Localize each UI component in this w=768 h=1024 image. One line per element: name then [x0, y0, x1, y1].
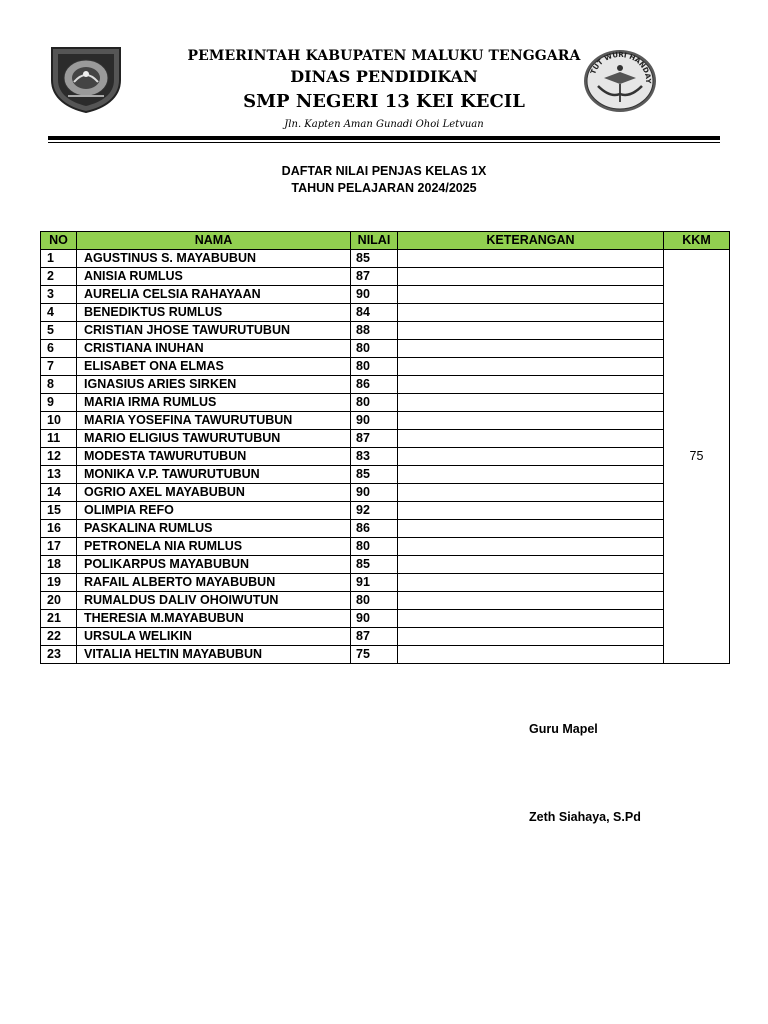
student-grade: 83	[351, 448, 398, 466]
row-number: 19	[41, 574, 77, 592]
student-name: PETRONELA NIA RUMLUS	[77, 538, 351, 556]
row-number: 16	[41, 520, 77, 538]
table-row	[41, 340, 730, 358]
student-grade: 80	[351, 592, 398, 610]
student-name: AURELIA CELSIA RAHAYAAN	[77, 286, 351, 304]
header-notes: KETERANGAN	[398, 232, 664, 250]
notes-cell	[398, 394, 664, 412]
student-grade: 80	[351, 538, 398, 556]
row-number: 7	[41, 358, 77, 376]
signature-name: Zeth Siahaya, S.Pd	[529, 810, 641, 824]
student-grade: 75	[351, 646, 398, 664]
table-row	[41, 484, 730, 502]
title-line-2: TAHUN PELAJARAN 2024/2025	[291, 181, 477, 195]
row-number: 3	[41, 286, 77, 304]
row-number: 9	[41, 394, 77, 412]
row-number: 2	[41, 268, 77, 286]
letterhead-rule-thin	[48, 142, 720, 143]
student-grade: 80	[351, 358, 398, 376]
student-grade: 91	[351, 574, 398, 592]
table-row	[41, 538, 730, 556]
table-row	[41, 574, 730, 592]
table-row	[41, 250, 730, 268]
student-grade: 85	[351, 466, 398, 484]
notes-cell	[398, 358, 664, 376]
row-number: 21	[41, 610, 77, 628]
table-row	[41, 304, 730, 322]
student-name: POLIKARPUS MAYABUBUN	[77, 556, 351, 574]
row-number: 4	[41, 304, 77, 322]
notes-cell	[398, 412, 664, 430]
notes-cell	[398, 448, 664, 466]
row-number: 5	[41, 322, 77, 340]
student-grade: 87	[351, 430, 398, 448]
table-row	[41, 592, 730, 610]
row-number: 13	[41, 466, 77, 484]
row-number: 10	[41, 412, 77, 430]
school-name: SMP NEGERI 13 KEI KECIL	[243, 91, 525, 112]
table-row	[41, 286, 730, 304]
notes-cell	[398, 502, 664, 520]
signature-role: Guru Mapel	[529, 722, 598, 736]
student-name: CRISTIAN JHOSE TAWURUTUBUN	[77, 322, 351, 340]
table-row	[41, 268, 730, 286]
student-name: THERESIA M.MAYABUBUN	[77, 610, 351, 628]
notes-cell	[398, 268, 664, 286]
row-number: 11	[41, 430, 77, 448]
row-number: 20	[41, 592, 77, 610]
row-number: 6	[41, 340, 77, 358]
row-number: 12	[41, 448, 77, 466]
school-address: Jln. Kapten Aman Gunadi Ohoi Letvuan	[284, 119, 484, 130]
header-name: NAMA	[77, 232, 351, 250]
table-row	[41, 466, 730, 484]
row-number: 23	[41, 646, 77, 664]
student-grade: 85	[351, 250, 398, 268]
student-grade: 80	[351, 340, 398, 358]
header-kkm: KKM	[664, 232, 730, 250]
student-grade: 84	[351, 304, 398, 322]
notes-cell	[398, 466, 664, 484]
notes-cell	[398, 646, 664, 664]
emblem-text: TUT WURI HANDAY	[589, 50, 653, 83]
row-number: 15	[41, 502, 77, 520]
table-row	[41, 376, 730, 394]
notes-cell	[398, 484, 664, 502]
table-row	[41, 322, 730, 340]
notes-cell	[398, 592, 664, 610]
student-name: URSULA WELIKIN	[77, 628, 351, 646]
student-name: MONIKA V.P. TAWURUTUBUN	[77, 466, 351, 484]
student-name: RUMALDUS DALIV OHOIWUTUN	[77, 592, 351, 610]
student-name: PASKALINA RUMLUS	[77, 520, 351, 538]
notes-cell	[398, 322, 664, 340]
table-row	[41, 610, 730, 628]
student-name: MODESTA TAWURUTUBUN	[77, 448, 351, 466]
kkm-value: 75	[664, 250, 730, 664]
grades-table	[40, 231, 730, 664]
student-grade: 86	[351, 376, 398, 394]
student-grade: 90	[351, 412, 398, 430]
table-row	[41, 430, 730, 448]
header-no: NO	[41, 232, 77, 250]
student-name: OGRIO AXEL MAYABUBUN	[77, 484, 351, 502]
table-row	[41, 520, 730, 538]
notes-cell	[398, 286, 664, 304]
student-grade: 87	[351, 268, 398, 286]
notes-cell	[398, 430, 664, 448]
regency-shield-emblem-icon	[48, 44, 124, 114]
student-grade: 90	[351, 286, 398, 304]
notes-cell	[398, 610, 664, 628]
tut-wuri-handayani-emblem-icon	[582, 48, 658, 114]
student-grade: 90	[351, 610, 398, 628]
student-name: ANISIA RUMLUS	[77, 268, 351, 286]
table-row	[41, 394, 730, 412]
student-name: AGUSTINUS S. MAYABUBUN	[77, 250, 351, 268]
row-number: 22	[41, 628, 77, 646]
notes-cell	[398, 376, 664, 394]
student-grade: 85	[351, 556, 398, 574]
student-name: VITALIA HELTIN MAYABUBUN	[77, 646, 351, 664]
table-row	[41, 628, 730, 646]
table-row	[41, 448, 730, 466]
student-grade: 86	[351, 520, 398, 538]
student-name: ELISABET ONA ELMAS	[77, 358, 351, 376]
notes-cell	[398, 574, 664, 592]
department-name: DINAS PENDIDIKAN	[290, 67, 478, 86]
header-grade: NILAI	[351, 232, 398, 250]
student-name: CRISTIANA INUHAN	[77, 340, 351, 358]
student-name: RAFAIL ALBERTO MAYABUBUN	[77, 574, 351, 592]
table-row	[41, 646, 730, 664]
student-name: MARIA IRMA RUMLUS	[77, 394, 351, 412]
title-line-1: DAFTAR NILAI PENJAS KELAS 1X	[281, 164, 487, 178]
student-name: OLIMPIA REFO	[77, 502, 351, 520]
student-name: IGNASIUS ARIES SIRKEN	[77, 376, 351, 394]
notes-cell	[398, 520, 664, 538]
row-number: 18	[41, 556, 77, 574]
notes-cell	[398, 556, 664, 574]
letterhead	[150, 46, 618, 132]
table-header-row	[41, 232, 730, 250]
student-grade: 90	[351, 484, 398, 502]
notes-cell	[398, 340, 664, 358]
row-number: 1	[41, 250, 77, 268]
notes-cell	[398, 538, 664, 556]
letterhead-rule-thick	[48, 136, 720, 140]
notes-cell	[398, 304, 664, 322]
student-grade: 88	[351, 322, 398, 340]
student-name: MARIO ELIGIUS TAWURUTUBUN	[77, 430, 351, 448]
student-grade: 80	[351, 394, 398, 412]
student-grade: 92	[351, 502, 398, 520]
row-number: 8	[41, 376, 77, 394]
table-row	[41, 358, 730, 376]
student-name: MARIA YOSEFINA TAWURUTUBUN	[77, 412, 351, 430]
notes-cell	[398, 628, 664, 646]
student-name: BENEDIKTUS RUMLUS	[77, 304, 351, 322]
table-row	[41, 412, 730, 430]
government-name: PEMERINTAH KABUPATEN MALUKU TENGGARA	[187, 48, 581, 64]
document-title	[0, 163, 768, 197]
table-row	[41, 502, 730, 520]
row-number: 14	[41, 484, 77, 502]
notes-cell	[398, 250, 664, 268]
row-number: 17	[41, 538, 77, 556]
table-row	[41, 556, 730, 574]
student-grade: 87	[351, 628, 398, 646]
